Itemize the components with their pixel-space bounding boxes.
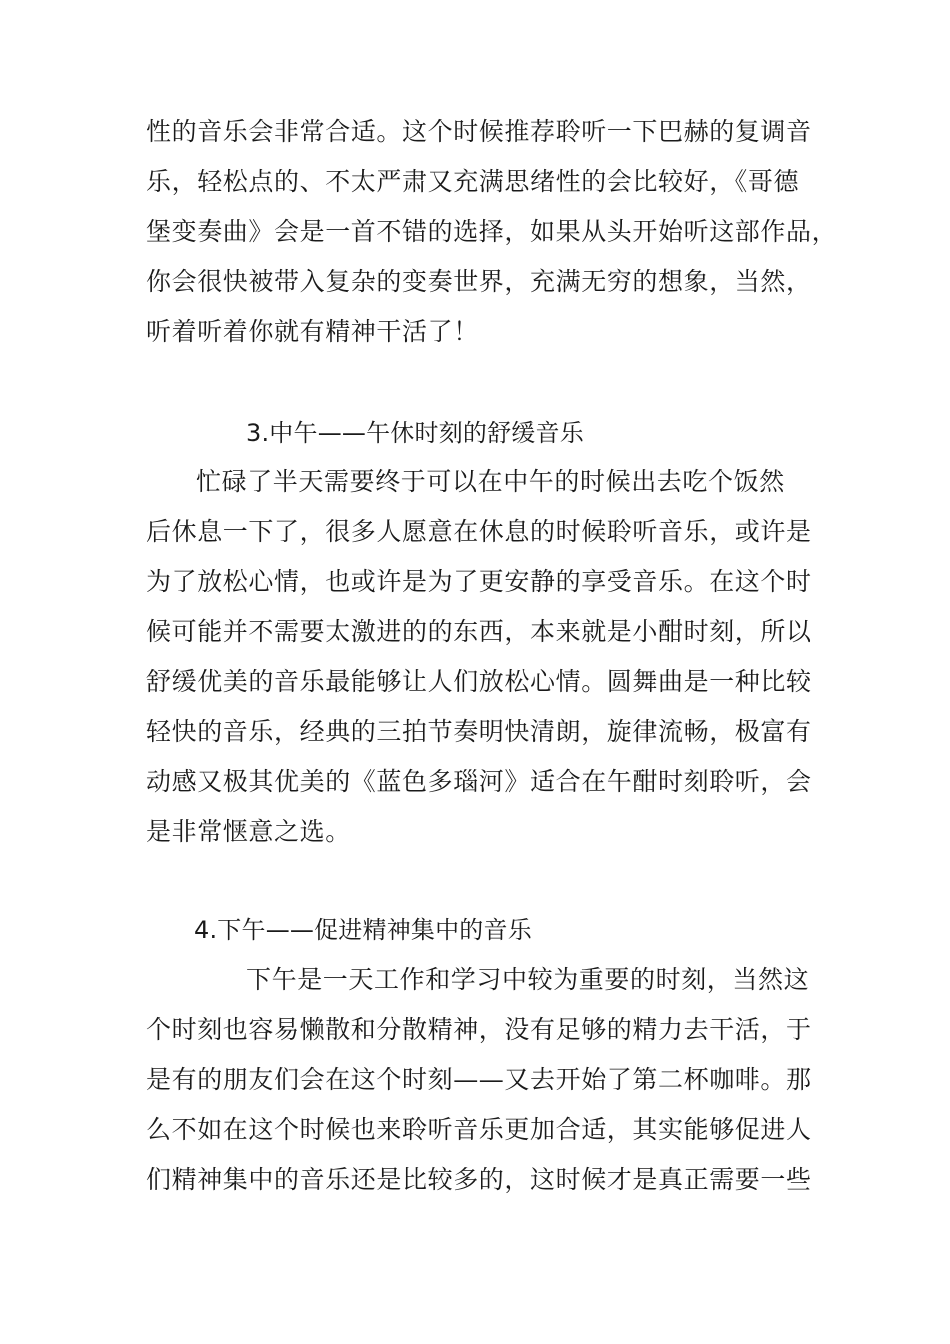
paragraph-line: 个时刻也容易懒散和分散精神，没有足够的精力去干活，于 [146, 1015, 812, 1044]
paragraph-line: 轻快的音乐，经典的三拍节奏明快清朗，旋律流畅，极富有 [146, 717, 812, 746]
paragraph-line: 乐，轻松点的、不太严肃又充满思绪性的会比较好，《哥德 [146, 167, 800, 196]
paragraph-line: 动感又极其优美的《蓝色多瑙河》适合在午酣时刻聆听，会 [146, 767, 812, 796]
paragraph-line: 忙碌了半天需要终于可以在中午的时候出去吃个饭然 [196, 467, 785, 496]
paragraph-line: 堡变奏曲》会是一首不错的选择，如果从头开始听这部作品， [146, 217, 838, 246]
paragraph-line: 听着听着你就有精神干活了！ [146, 317, 479, 346]
paragraph-line: 么不如在这个时候也来聆听音乐更加合适，其实能够促进人 [146, 1115, 812, 1144]
paragraph-line: 为了放松心情，也或许是为了更安静的享受音乐。在这个时 [146, 567, 812, 596]
paragraph-line: 候可能并不需要太激进的的东西，本来就是小酣时刻，所以 [146, 617, 812, 646]
paragraph-line: 是非常惬意之选。 [146, 817, 351, 846]
paragraph-line: 们精神集中的音乐还是比较多的，这时候才是真正需要一些 [146, 1165, 812, 1194]
paragraph-line: 舒缓优美的音乐最能够让人们放松心情。圆舞曲是一种比较 [146, 667, 812, 696]
section-heading-noon: 3.中午——午休时刻的舒缓音乐 [246, 419, 584, 447]
paragraph-line: 下午是一天工作和学习中较为重要的时刻，当然这 [246, 965, 810, 994]
section-heading-afternoon: 4.下午——促进精神集中的音乐 [194, 916, 532, 944]
paragraph-line: 性的音乐会非常合适。这个时候推荐聆听一下巴赫的复调音 [146, 117, 812, 146]
paragraph-line: 是有的朋友们会在这个时刻——又去开始了第二杯咖啡。那 [146, 1065, 812, 1094]
paragraph-line: 后休息一下了，很多人愿意在休息的时候聆听音乐，或许是 [146, 517, 812, 546]
paragraph-line: 你会很快被带入复杂的变奏世界，充满无穷的想象，当然， [146, 267, 812, 296]
